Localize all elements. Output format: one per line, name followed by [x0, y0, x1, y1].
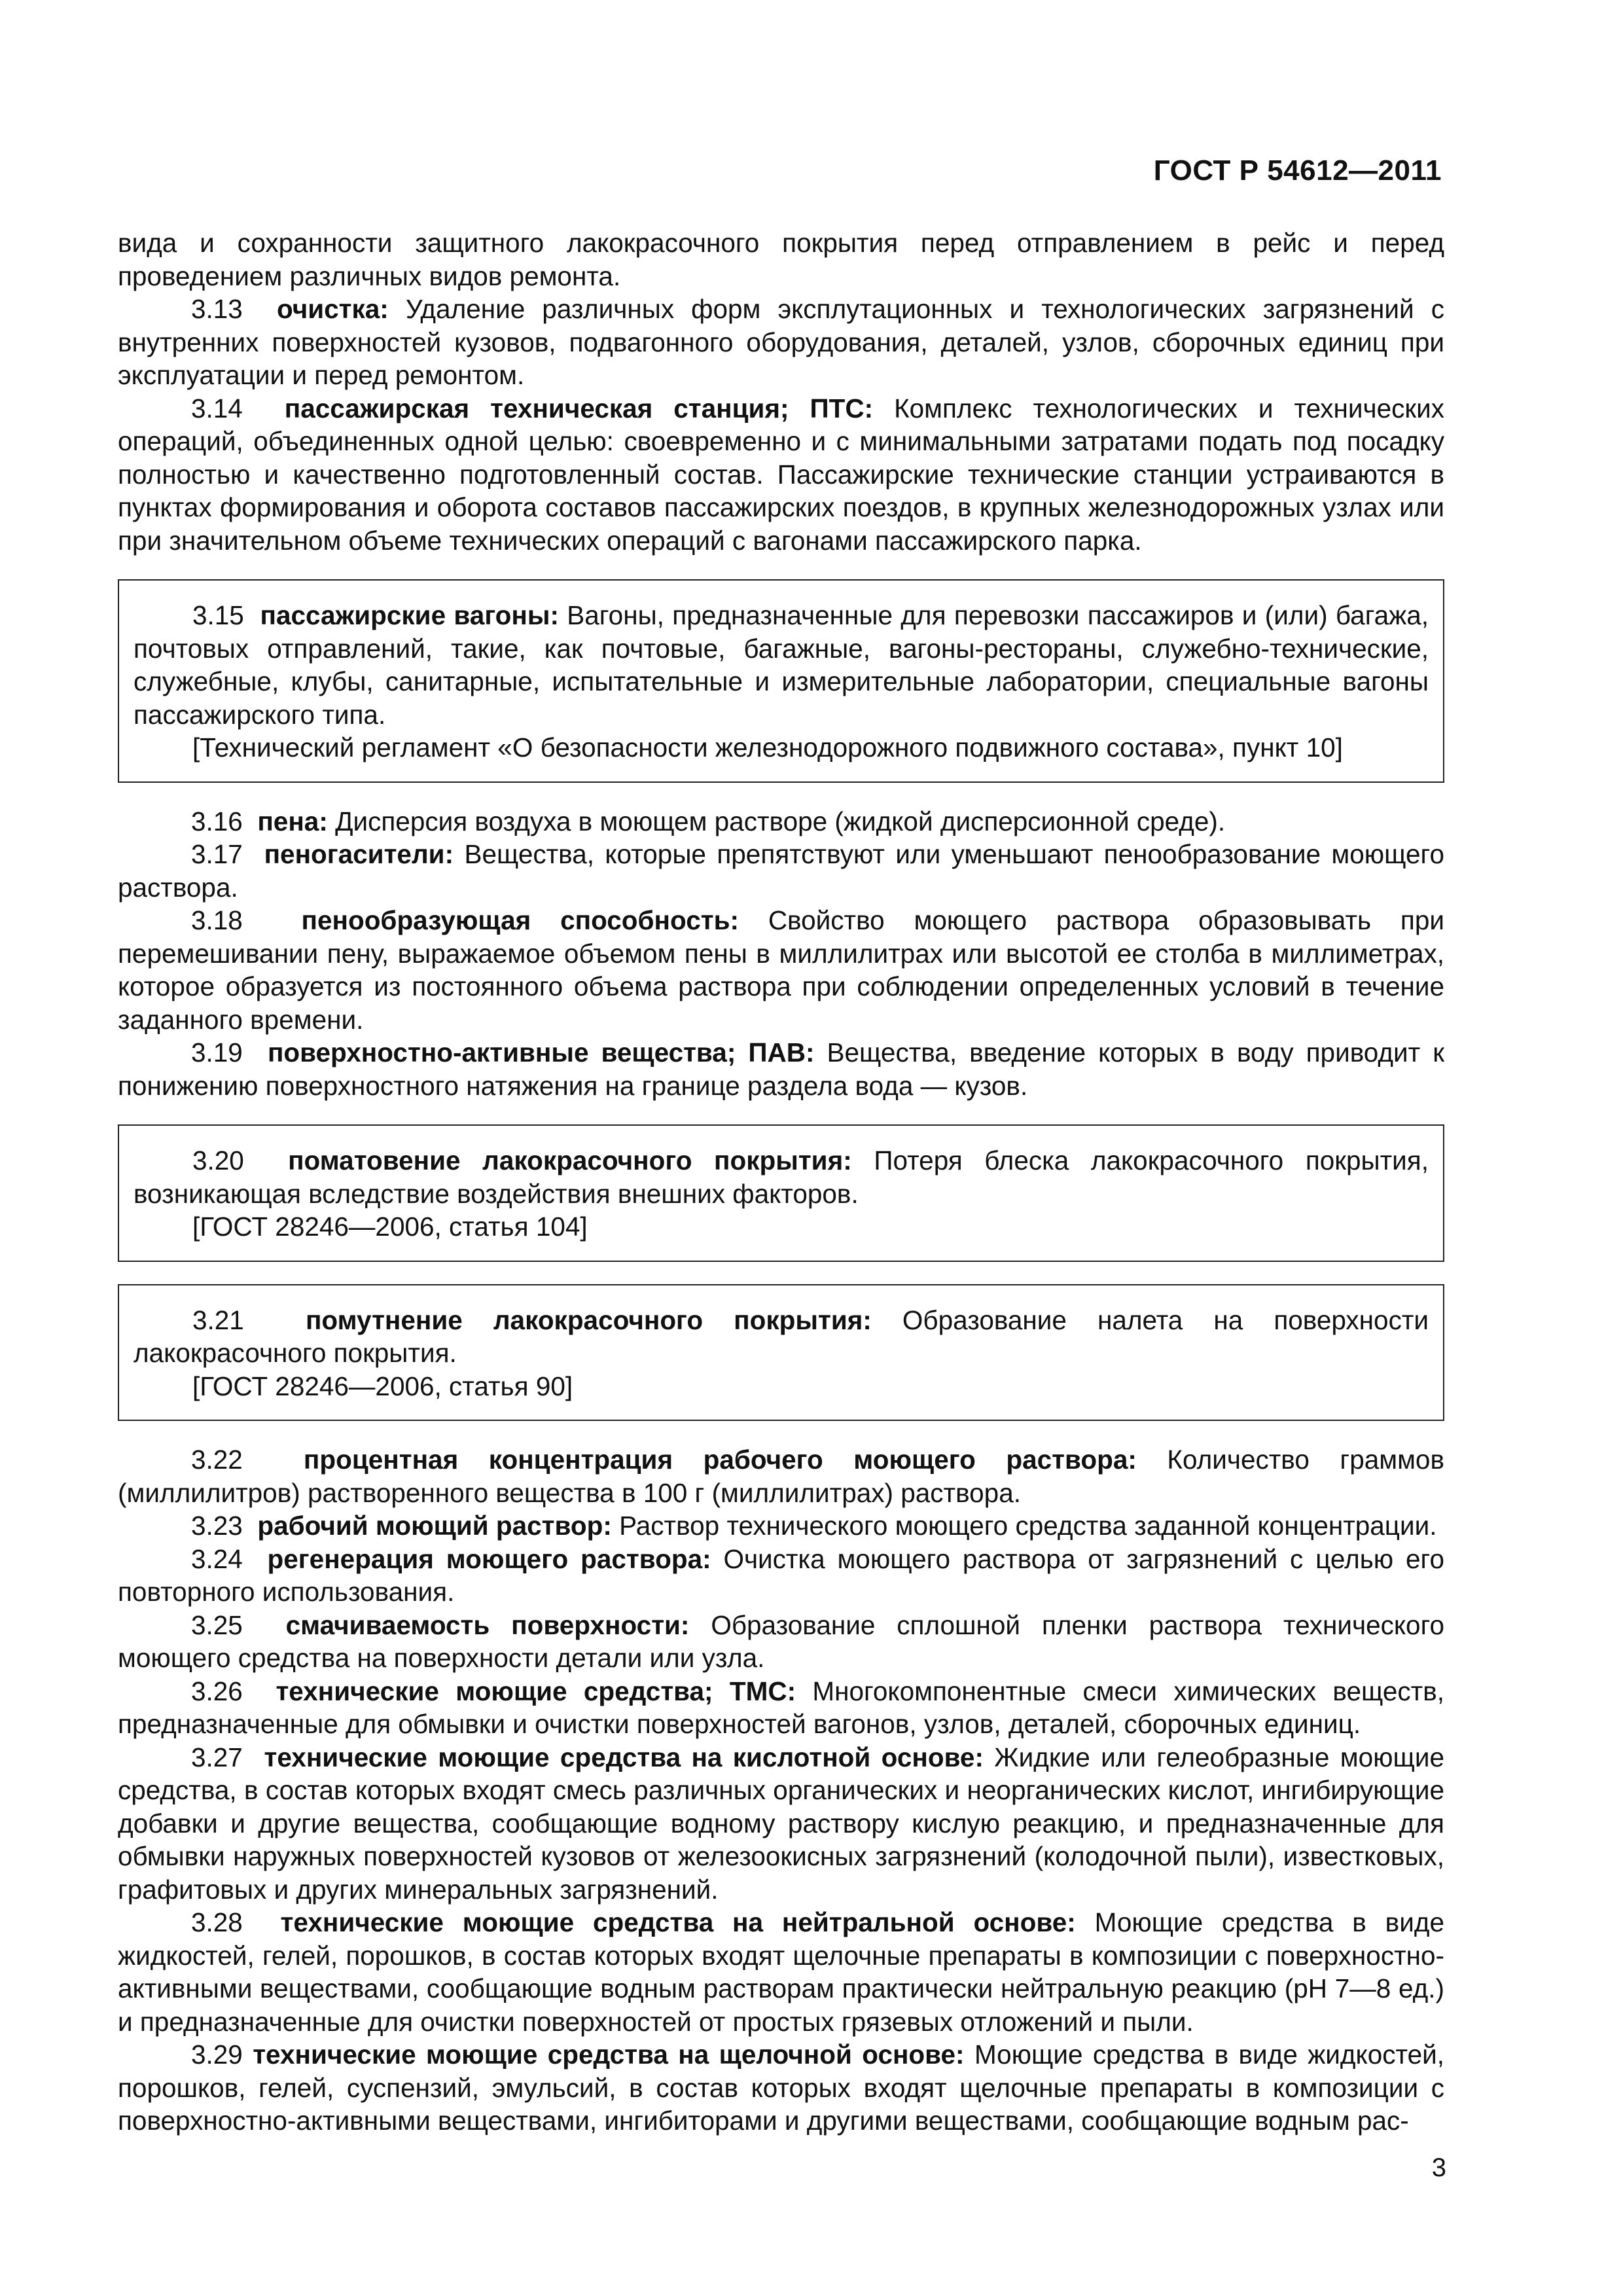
term-title: пассажирская техническая станция; ПТС: — [284, 393, 874, 423]
term-title: поматовение лакокрасочного покрытия: — [288, 1145, 852, 1175]
term-number: 3.18 — [191, 905, 243, 935]
term-3-21 — [134, 1304, 1429, 1370]
term-title: пеногасители: — [264, 839, 454, 869]
term-definition: Очистка моющего раствора от загрязнений с целью его повторного использования. — [118, 1543, 1444, 1607]
term-title: технические моющие средства на щелочной основе: — [253, 2039, 965, 2070]
term-3-13 — [118, 293, 1444, 392]
term-title: технические моющие средства на кислотной основе: — [264, 1742, 984, 1772]
term-definition: Дисперсия воздуха в моющем растворе (жидкой дисперсионной среде). — [335, 806, 1226, 836]
term-number: 3.21 — [192, 1304, 244, 1335]
term-3-26 — [118, 1675, 1444, 1741]
term-3-25 — [118, 1609, 1444, 1675]
term-title: технические моющие средства; ТМС: — [276, 1676, 796, 1706]
term-number: 3.25 — [191, 1609, 243, 1640]
term-3-19 — [118, 1036, 1444, 1102]
term-definition: Жидкие или гелеобразные моющие средства, в состав которых входят смесь различных органических и неорганических кислот, ингибирующие добавки и другие вещества, сообщающие водному раствору кислую реакцию, и предназначенные для обмывки наружных поверхностей кузовов от железоокисных загрязнений (колодочной пыли), известковых, графитовых и других минеральных загрязнений. — [118, 1742, 1444, 1905]
term-definition: Вещества, введение которых в воду приводит к понижению поверхностного натяжения на границе раздела вода — кузов. — [118, 1037, 1444, 1101]
term-3-17 — [118, 838, 1444, 904]
term-3-20 — [134, 1144, 1429, 1210]
term-3-23 — [118, 1509, 1444, 1543]
term-definition: Образование сплошной пленки раствора технического моющего средства на поверхности детали или узла. — [118, 1609, 1444, 1673]
term-number: 3.14 — [191, 393, 243, 423]
term-box-3-20 — [118, 1124, 1444, 1262]
term-box-3-15 — [118, 579, 1444, 783]
term-number: 3.29 — [191, 2039, 243, 2070]
continued-paragraph: вида и сохранности защитного лакокрасочного покрытия перед отправлением в рейс и перед проведением различных видов ремонта. — [118, 228, 1444, 291]
term-source-reference: [Технический регламент «О безопасности железнодорожного подвижного состава», пункт 10] — [192, 732, 1343, 762]
term-3-28 — [118, 1906, 1444, 2038]
term-3-18 — [118, 904, 1444, 1036]
term-3-16 — [118, 805, 1444, 838]
term-number: 3.27 — [191, 1742, 243, 1772]
term-definition: Раствор технического моющего средства заданной концентрации. — [619, 1511, 1437, 1541]
term-number: 3.15 — [192, 600, 244, 630]
term-number: 3.17 — [191, 839, 243, 869]
term-source-reference: [ГОСТ 28246—2006, статья 90] — [192, 1371, 573, 1401]
term-definition: Моющие средства в виде жидкостей, гелей, порошков, в состав которых входят щелочные препараты в композиции с поверхностно-активными веществами, сообщающие водным растворам практически нейтральную реакцию (рН 7—8 ед.) и предназначенные для очистки поверхностей от простых грязевых отложений и пыли. — [118, 1907, 1444, 2037]
term-definition: Моющие средства в виде жидкостей, порошков, гелей, суспензий, эмульсий, в состав которых входят щелочные препараты в композиции с поверхностно-активными веществами, ингибиторами и другими веществами, сообщающие водным рас- — [118, 2039, 1444, 2136]
term-title: пенообразующая способность: — [301, 905, 739, 935]
term-title: регенерация моющего раствора: — [267, 1543, 711, 1574]
term-number: 3.22 — [191, 1444, 243, 1475]
term-title: рабочий моющий раствор: — [257, 1511, 612, 1541]
term-number: 3.13 — [191, 294, 243, 324]
term-number: 3.24 — [191, 1543, 243, 1574]
term-number: 3.26 — [191, 1676, 243, 1706]
term-title: пена: — [257, 806, 328, 836]
term-box-3-21 — [118, 1284, 1444, 1422]
document-body — [118, 226, 1444, 2138]
term-title: смачиваемость поверхности: — [285, 1609, 690, 1640]
term-number: 3.28 — [191, 1907, 243, 1937]
term-title: процентная концентрация рабочего моющего раствора: — [303, 1444, 1137, 1475]
term-number: 3.20 — [192, 1145, 244, 1175]
term-title: пассажирские вагоны: — [260, 600, 559, 630]
term-title: помутнение лакокрасочного покрытия: — [305, 1304, 872, 1335]
term-title: очистка: — [276, 294, 389, 324]
term-definition: Количество граммов (миллилитров) растворенного вещества в 100 г (миллилитрах) раствора. — [118, 1444, 1444, 1508]
term-3-29 — [118, 2038, 1444, 2138]
term-definition: Вещества, которые препятствуют или уменьшают пенообразование моющего раствора. — [118, 839, 1444, 903]
term-definition: Образование налета на поверхности лакокрасочного покрытия. — [134, 1304, 1429, 1368]
term-3-24 — [118, 1543, 1444, 1609]
term-3-15 — [134, 599, 1429, 731]
page-number: 3 — [1431, 2153, 1446, 2182]
term-3-14 — [118, 392, 1444, 558]
term-definition: Многокомпонентные смеси химических веществ, предназначенные для обмывки и очистки поверхностей вагонов, узлов, деталей, сборочных единиц. — [118, 1676, 1444, 1739]
term-number: 3.19 — [191, 1037, 243, 1067]
term-source-reference: [ГОСТ 28246—2006, статья 104] — [192, 1211, 588, 1242]
document-code: ГОСТ Р 54612—2011 — [1153, 154, 1442, 187]
term-3-27 — [118, 1741, 1444, 1907]
term-definition: Вагоны, предназначенные для перевозки пассажиров и (или) багажа, почтовых отправлений, такие, как почтовые, багажные, вагоны-рестораны, служебно-технические, служебные, клубы, санитарные, испытательные и измерительные лаборатории, специальные вагоны пассажирского типа. — [134, 600, 1429, 730]
term-title: технические моющие средства на нейтральной основе: — [280, 1907, 1076, 1937]
term-definition: Свойство моющего раствора образовывать при перемешивании пену, выражаемое объемом пены в миллилитрах или высотой ее столба в миллиметрах, которое образуется из постоянного объема раствора при соблюдении определенных условий в течение заданного времени. — [118, 905, 1444, 1035]
term-title: поверхностно-активные вещества; ПАВ: — [267, 1037, 815, 1067]
term-number: 3.16 — [191, 806, 243, 836]
term-3-22 — [118, 1443, 1444, 1509]
term-definition: Потеря блеска лакокрасочного покрытия, возникающая вследствие воздействия внешних факторов. — [134, 1145, 1429, 1209]
term-definition: Удаление различных форм эксплутационных и технологических загрязнений с внутренних поверхностей кузовов, подвагонного оборудования, деталей, узлов, сборочных единиц при эксплуатации и перед ремонтом. — [118, 294, 1444, 390]
term-number: 3.23 — [191, 1511, 243, 1541]
term-definition: Комплекс технологических и технических операций, объединенных одной целью: своевременно и с минимальными затратами подать под посадку полностью и качественно подготовленный состав. Пассажирские технические станции устраиваются в пунктах формирования и оборота составов пассажирских поездов, в крупных железнодорожных узлах или при значительном объеме технических операций с вагонами пассажирского парка. — [118, 393, 1444, 556]
